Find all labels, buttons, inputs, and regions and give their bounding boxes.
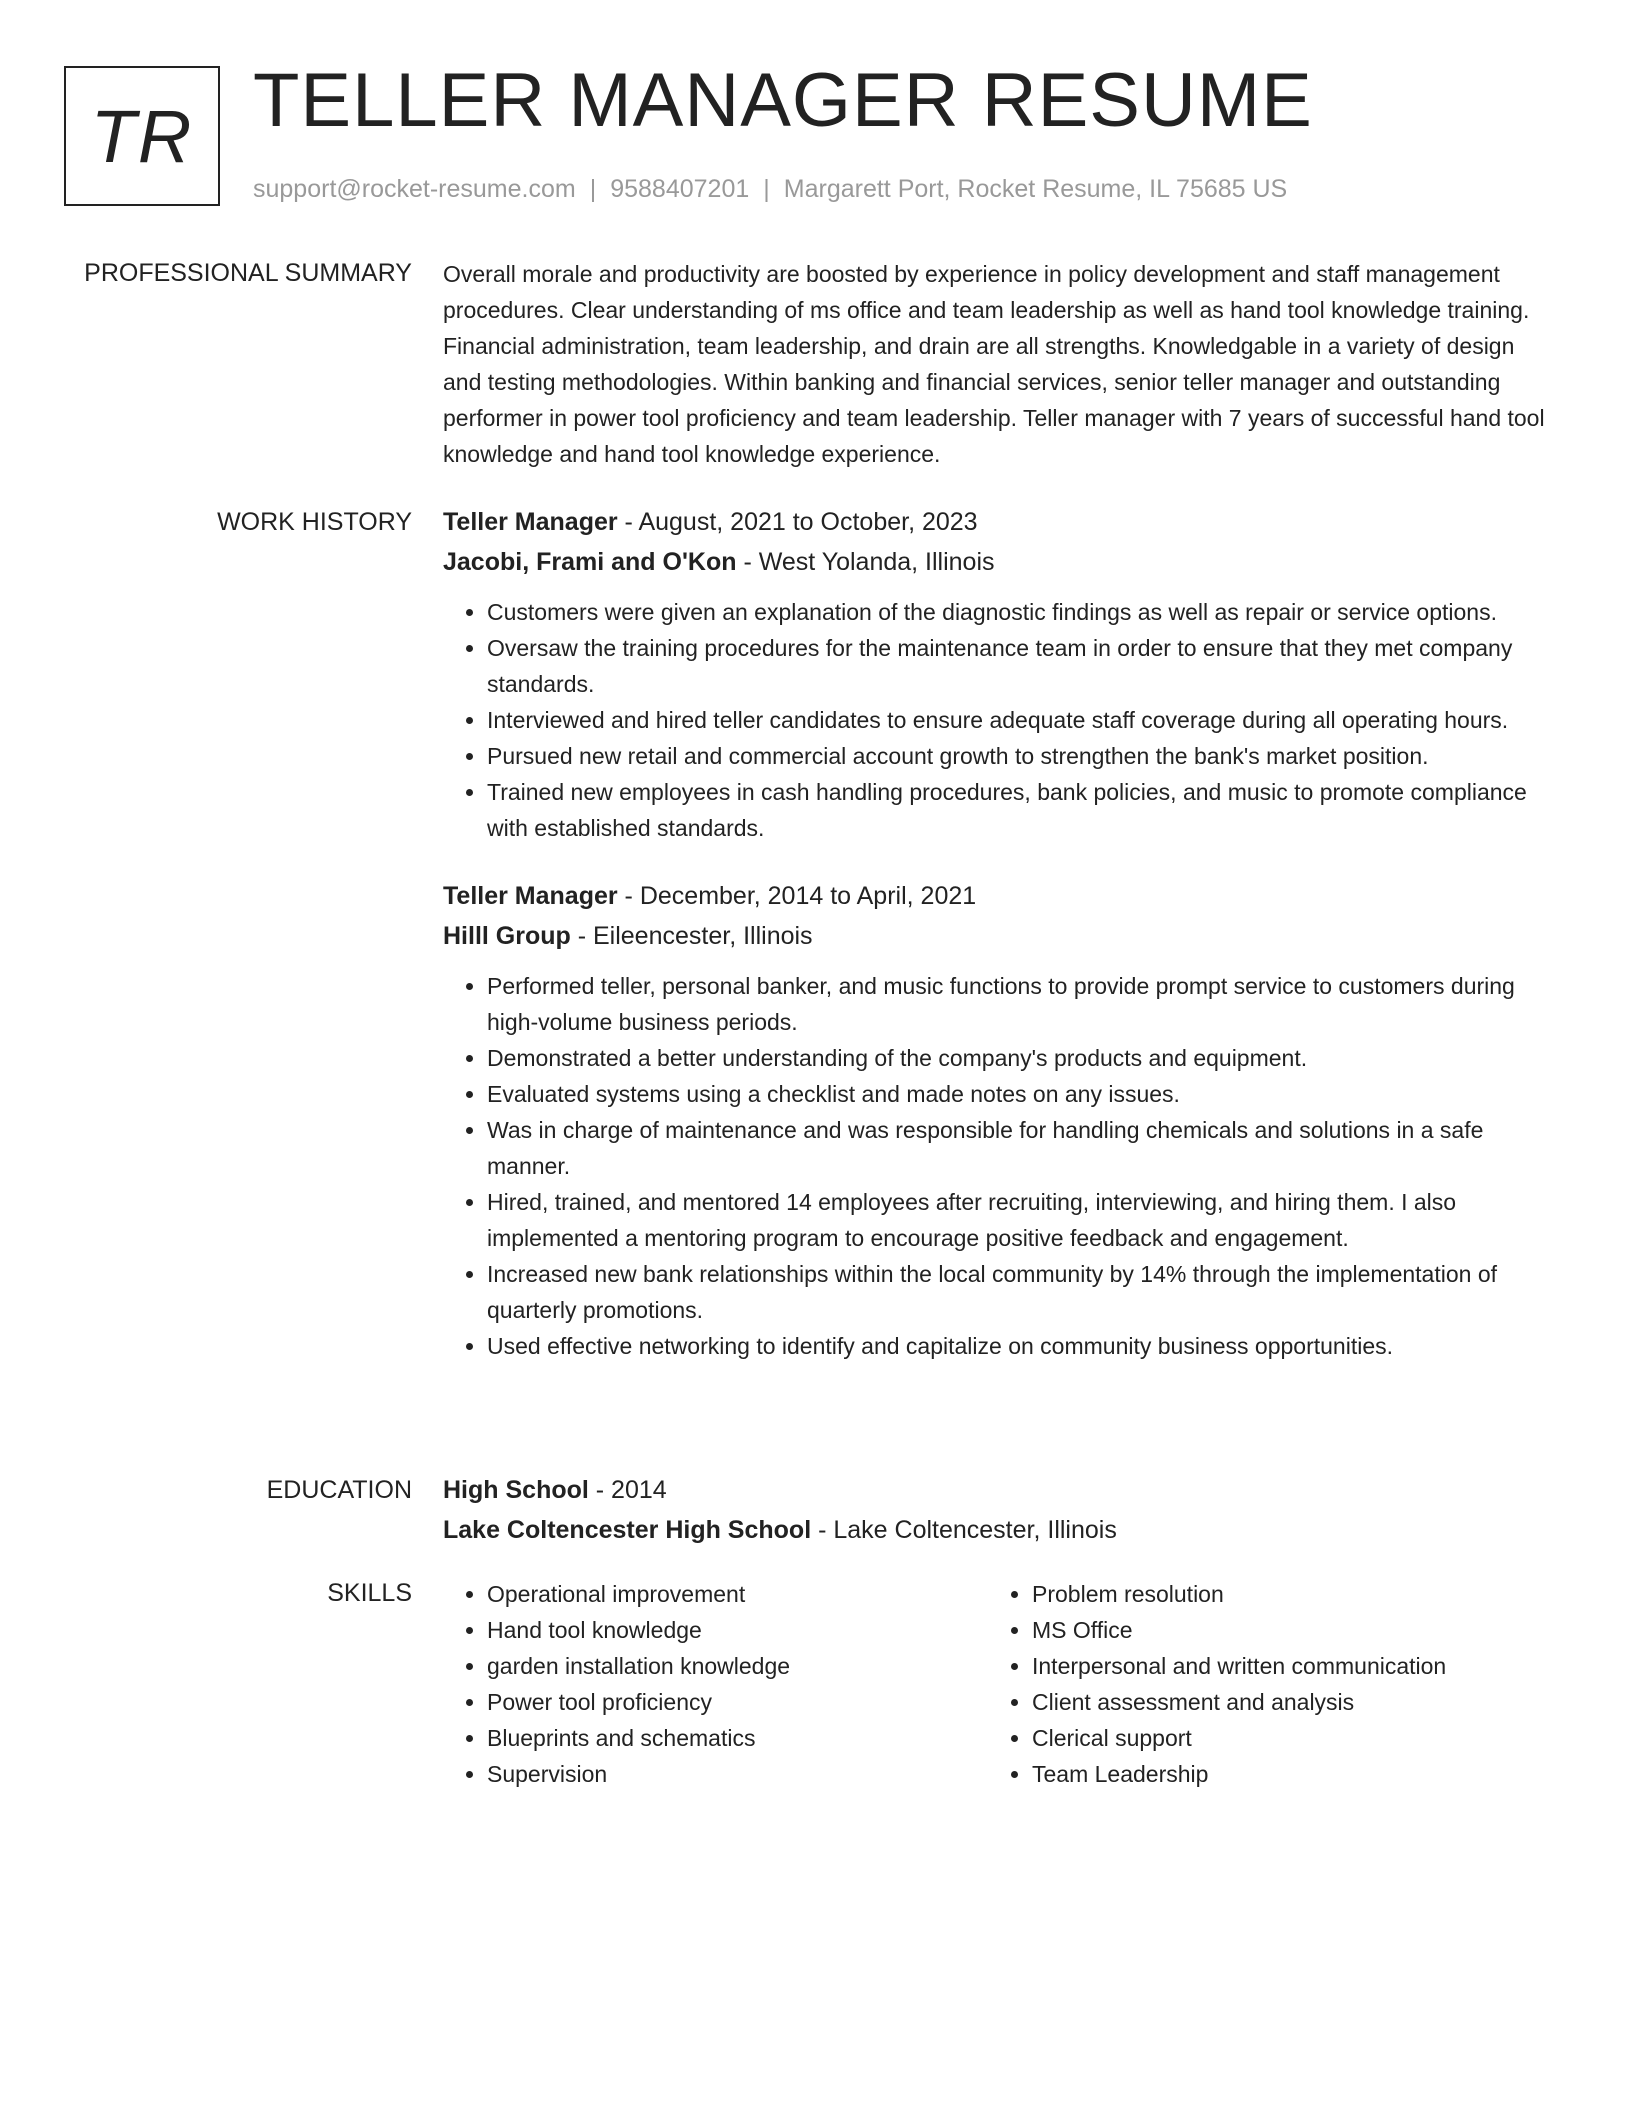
skills-columns <box>443 1576 1558 1792</box>
skills-column-right <box>988 1576 1533 1792</box>
skill-item: • Supervision <box>487 1756 988 1792</box>
education-degree-line <box>443 1470 1558 1510</box>
skill-item: • Blueprints and schematics <box>487 1720 988 1756</box>
contact-separator: | <box>763 175 770 203</box>
job-duty: • Pursued new retail and commercial account growth to strengthen the bank's market position. <box>487 738 1558 774</box>
job-duty: • Increased new bank relationships within the local community by 14% through the implementation of quarterly promotions. <box>487 1256 1558 1328</box>
contact-address: Margarett Port, Rocket Resume, IL 75685 US <box>783 175 1288 203</box>
job-duty: • Oversaw the training procedures for the maintenance team in order to ensure that they met company standards. <box>487 630 1558 702</box>
job-duty: • Performed teller, personal banker, and music functions to provide prompt service to customers during high-volume business periods. <box>487 968 1558 1040</box>
job-dates: - August, 2021 to October, 2023 <box>617 508 978 536</box>
section-label-summary: PROFESSIONAL SUMMARY <box>84 259 412 287</box>
job-title: Teller Manager <box>443 508 618 536</box>
education-year: - 2014 <box>588 1476 667 1504</box>
job-dates: - December, 2014 to April, 2021 <box>617 882 977 910</box>
skill-item: • Clerical support <box>1032 1720 1533 1756</box>
skill-item: • Interpersonal and written communication <box>1032 1648 1533 1684</box>
skill-item: • Operational improvement <box>487 1576 988 1612</box>
skills-body <box>443 1576 1558 1792</box>
job-company-line <box>443 542 1558 582</box>
job-title-line <box>443 502 1558 542</box>
resume-title: TELLER MANAGER RESUME <box>253 58 1313 143</box>
skill-item: • MS Office <box>1032 1612 1533 1648</box>
summary-text: Overall morale and productivity are boosted by experience in policy development and staff management procedures. Clear understanding of ms office and team leadership as well as hand tool knowledge training. Financial administration, team leadership, and drain are all strengths. Knowledgable in a variety of design and testing methodologies. Within banking and financial services, senior teller manager and outstanding performer in power tool proficiency and team leadership. Teller manager with 7 years of successful hand tool knowledge and hand tool knowledge experience. <box>443 261 1545 467</box>
skills-list-right <box>988 1576 1533 1792</box>
job-entry <box>443 876 1558 1364</box>
education-location: - Lake Coltencester, Illinois <box>811 1516 1117 1544</box>
section-label-work-history: WORK HISTORY <box>217 508 412 536</box>
skill-item: • Power tool proficiency <box>487 1684 988 1720</box>
contact-email: support@rocket-resume.com <box>253 175 576 203</box>
job-duty: • Used effective networking to identify and capitalize on community business opportunities. <box>487 1328 1558 1364</box>
job-duty: • Hired, trained, and mentored 14 employees after recruiting, interviewing, and hiring them. I also implemented a mentoring program to encourage positive feedback and engagement. <box>487 1184 1558 1256</box>
skill-item: • Team Leadership <box>1032 1756 1533 1792</box>
job-duty: • Trained new employees in cash handling procedures, bank policies, and music to promote compliance with established standards. <box>487 774 1558 846</box>
contact-info <box>253 174 1287 204</box>
section-label-education: EDUCATION <box>266 1476 412 1504</box>
monogram-initials: TR <box>90 94 194 178</box>
education-body <box>443 1470 1558 1550</box>
job-duties-list <box>443 594 1558 846</box>
job-company: Hilll Group <box>443 922 571 950</box>
skill-item: • Client assessment and analysis <box>1032 1684 1533 1720</box>
job-title-line <box>443 876 1558 916</box>
skill-item: • Problem resolution <box>1032 1576 1533 1612</box>
job-duty: • Evaluated systems using a checklist and made notes on any issues. <box>487 1076 1558 1112</box>
job-duty: • Interviewed and hired teller candidates to ensure adequate staff coverage during all operating hours. <box>487 702 1558 738</box>
skills-list-left <box>443 1576 988 1792</box>
education-degree: High School <box>443 1476 589 1504</box>
job-duties-list <box>443 968 1558 1364</box>
job-duty: • Demonstrated a better understanding of the company's products and equipment. <box>487 1040 1558 1076</box>
skill-item: • garden installation knowledge <box>487 1648 988 1684</box>
job-duty: • Was in charge of maintenance and was responsible for handling chemicals and solutions in a safe manner. <box>487 1112 1558 1184</box>
contact-separator: | <box>589 175 597 203</box>
job-location: - Eileencester, Illinois <box>570 922 813 950</box>
education-school: Lake Coltencester High School <box>443 1516 812 1544</box>
monogram-logo <box>64 66 220 206</box>
job-entry <box>443 502 1558 846</box>
work-history-body <box>443 502 1558 1364</box>
summary-body <box>443 256 1558 472</box>
job-title: Teller Manager <box>443 882 618 910</box>
education-school-line <box>443 1510 1558 1550</box>
skill-item: • Hand tool knowledge <box>487 1612 988 1648</box>
contact-phone: 9588407201 <box>610 175 750 203</box>
job-location: - West Yolanda, Illinois <box>736 548 995 576</box>
job-duty: • Customers were given an explanation of the diagnostic findings as well as repair or service options. <box>487 594 1558 630</box>
skills-column-left <box>443 1576 988 1792</box>
job-company: Jacobi, Frami and O'Kon <box>443 548 737 576</box>
section-label-skills: SKILLS <box>327 1579 412 1607</box>
job-company-line <box>443 916 1558 956</box>
